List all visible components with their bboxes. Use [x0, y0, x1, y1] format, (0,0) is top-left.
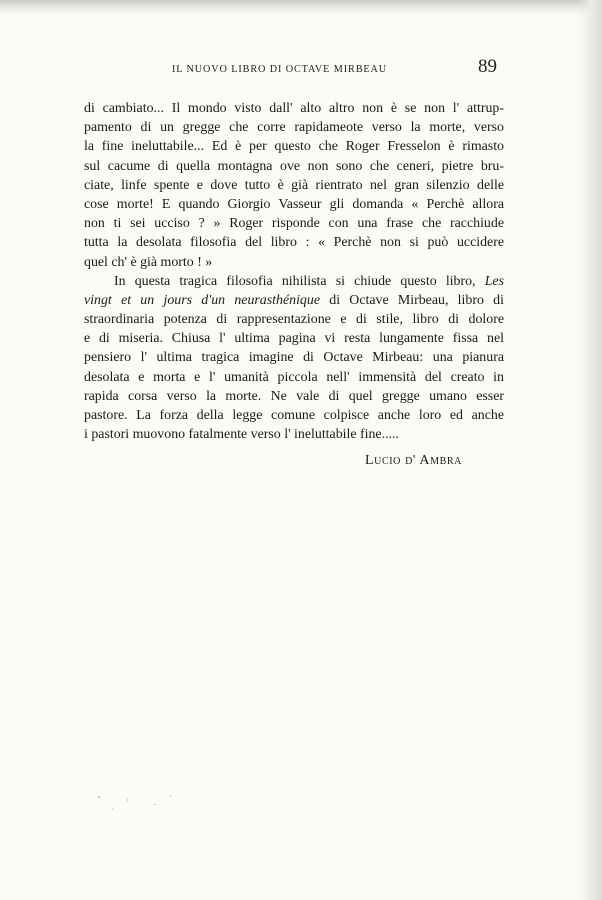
text-line: la fine ineluttabile... Ed è per questo che Roger Fresselon è rimasto [84, 139, 504, 155]
text-line: pamento di un gregge che corre rapidameote verso la morte, verso [84, 120, 504, 136]
text-line: i pastori muovono fatalmente verso l' ineluttabile fine..... [84, 427, 399, 443]
scan-speck [112, 808, 113, 809]
book-title-italic: Les [484, 273, 504, 289]
text-line: straordinaria potenza di rappresentazione e di stile, libro di dolore [84, 312, 504, 328]
text-line: rapida corsa verso la morte. Ne vale di quel gregge umano esser [84, 388, 504, 404]
text-line: ciate, linfe spente e dove tutto è già rientrato nel gran silenzio delle [84, 177, 504, 193]
text-line: pastore. La forza della legge comune colpisce anche loro ed anche [84, 408, 504, 423]
text-line: pensiero l' ultima tragica imagine di Octave Mirbeau: una pianura [84, 350, 504, 366]
text-line: tutta la desolata filosofia del libro : « Perchè non si può uccidere [84, 235, 504, 251]
text-segment: di Octave Mirbeau, libro di [329, 292, 504, 308]
text-line: cose morte! E quando Giorgio Vasseur gli domanda « Perchè allora [84, 196, 504, 212]
scan-speck [127, 799, 128, 801]
book-title-italic: vingt et un jours d'un neurasthénique [84, 292, 320, 308]
page-number: 89 [478, 56, 497, 77]
text-line: di cambiato... Il mondo visto dall' alto altro non è se non l' attrup- [84, 101, 504, 116]
scan-speck [154, 804, 156, 805]
text-line [84, 291, 504, 310]
text-line-paragraph-start [84, 272, 504, 291]
text-line: desolata e morta e l' umanità piccola nell' immensità del creato in [84, 369, 504, 385]
scan-speck [170, 795, 171, 797]
author-signature: Lucio d' Ambra [365, 453, 462, 468]
text-segment: In questa tragica filosofia nihilista si chiude questo libro, [114, 273, 476, 289]
text-line: e di miseria. Chiusa l' ultima pagina vi resta lungamente fissa nel [84, 331, 504, 347]
text-line: non ti sei ucciso ? » Roger risponde con una frase che racchiude [84, 216, 504, 232]
scan-speck [98, 796, 100, 798]
running-head: IL NUOVO LIBRO DI OCTAVE MIRBEAU [172, 64, 388, 75]
text-line: sul cacume di quella montagna ove non sono che ceneri, pietre bru- [84, 158, 504, 174]
text-line: quel ch' è già morto ! » [84, 254, 213, 270]
body-text [84, 99, 504, 444]
